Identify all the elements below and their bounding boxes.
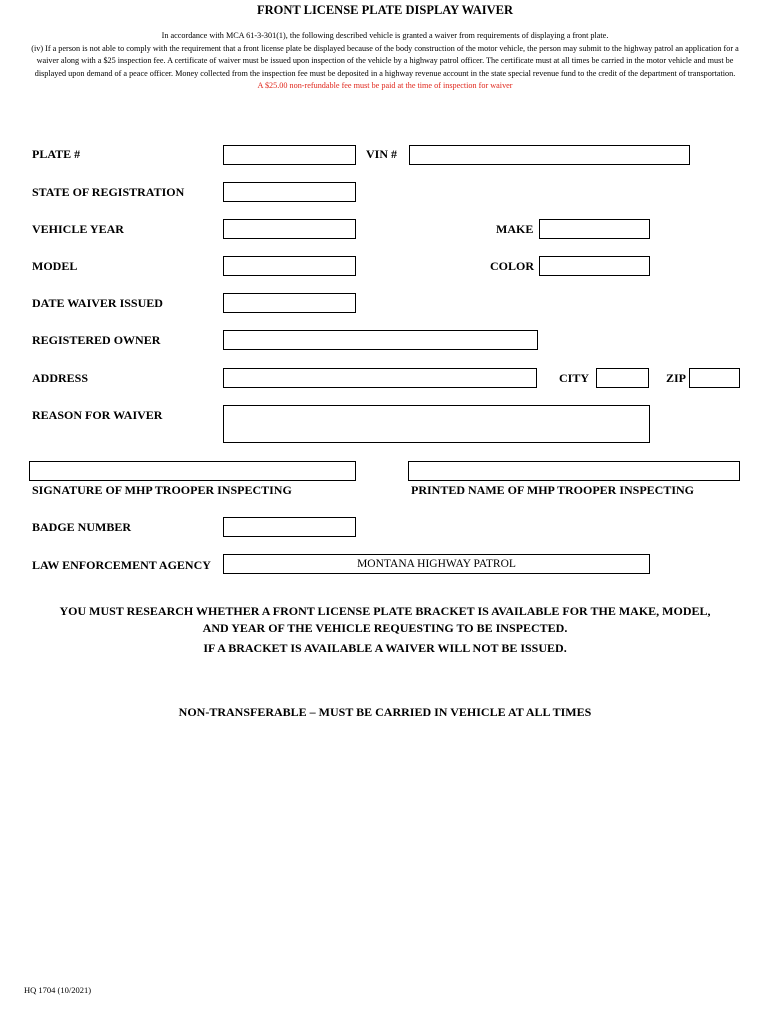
vehicle-year-label: VEHICLE YEAR <box>32 222 124 236</box>
city-field[interactable] <box>596 368 649 388</box>
reason-input[interactable] <box>224 406 649 442</box>
agency-label: LAW ENFORCEMENT AGENCY <box>32 558 211 572</box>
bracket-notice-line-3: IF A BRACKET IS AVAILABLE A WAIVER WILL NOT BE ISSUED. <box>203 641 567 655</box>
address-field[interactable] <box>223 368 537 388</box>
state-label: STATE OF REGISTRATION <box>32 185 185 199</box>
address-label: ADDRESS <box>32 371 89 385</box>
zip-input[interactable] <box>690 370 739 388</box>
address-input[interactable] <box>224 370 536 388</box>
model-input[interactable] <box>224 258 355 276</box>
agency-field[interactable]: MONTANA HIGHWAY PATROL <box>223 554 650 574</box>
signature-input[interactable] <box>30 463 355 481</box>
form-title: FRONT LICENSE PLATE DISPLAY WAIVER <box>256 3 514 17</box>
date-waiver-field[interactable] <box>223 293 356 313</box>
signature-field[interactable] <box>29 461 356 481</box>
badge-input[interactable] <box>224 519 355 537</box>
printed-name-label: PRINTED NAME OF MHP TROOPER INSPECTING <box>411 483 695 497</box>
zip-field[interactable] <box>689 368 740 388</box>
color-input[interactable] <box>540 258 649 276</box>
color-label: COLOR <box>490 259 535 273</box>
intro-line-2: (iv) If a person is not able to comply with the requirement that a front license plate be displayed because of the body construction of the motor vehicle, the person may submit to the highway patrol an application for a waiver along with a $25 inspection fee. A certificate of waiver must be issued upon inspection of the vehicle by a highway patrol officer. The certificate must at all times be carried in the motor vehicle and must be displayed upon demand of a peace officer. Money collected from the inspection fee must be deposited in a highway revenue account in the state special revenue fund to the credit of the department of transportation. <box>31 43 739 78</box>
model-label: MODEL <box>32 259 78 273</box>
badge-label: BADGE NUMBER <box>32 520 132 534</box>
bracket-notice-line-2: AND YEAR OF THE VEHICLE REQUESTING TO BE INSPECTED. <box>202 621 568 635</box>
fee-note: A $25.00 non-refundable fee must be paid at the time of inspection for waiver <box>257 81 513 91</box>
bracket-notice-line-1: YOU MUST RESEARCH WHETHER A FRONT LICENSE PLATE BRACKET IS AVAILABLE FOR THE MAKE, MODEL, <box>59 604 711 618</box>
printed-name-field[interactable] <box>408 461 740 481</box>
signature-label: SIGNATURE OF MHP TROOPER INSPECTING <box>32 483 292 497</box>
intro-line-1: In accordance with MCA 61-3-301(1), the following described vehicle is granted a waiver from requirements of displaying a front plate. <box>161 31 609 40</box>
reason-field[interactable] <box>223 405 650 443</box>
plate-label: PLATE # <box>32 147 81 161</box>
badge-field[interactable] <box>223 517 356 537</box>
plate-field[interactable] <box>223 145 356 165</box>
vehicle-year-field[interactable] <box>223 219 356 239</box>
city-label: CITY <box>559 371 590 385</box>
owner-input[interactable] <box>224 332 537 350</box>
reason-label: REASON FOR WAIVER <box>32 408 163 422</box>
date-waiver-label: DATE WAIVER ISSUED <box>32 296 163 310</box>
plate-input[interactable] <box>224 147 355 165</box>
make-field[interactable] <box>539 219 650 239</box>
state-field[interactable] <box>223 182 356 202</box>
vin-label: VIN # <box>366 147 398 161</box>
owner-field[interactable] <box>223 330 538 350</box>
non-transferable-notice: NON-TRANSFERABLE – MUST BE CARRIED IN VEHICLE AT ALL TIMES <box>178 705 592 719</box>
make-label: MAKE <box>496 222 534 236</box>
printed-name-input[interactable] <box>409 463 739 481</box>
zip-label: ZIP <box>666 371 687 385</box>
model-field[interactable] <box>223 256 356 276</box>
state-input[interactable] <box>224 184 355 202</box>
form-number: HQ 1704 (10/2021) <box>24 985 92 995</box>
vehicle-year-input[interactable] <box>224 221 355 239</box>
color-field[interactable] <box>539 256 650 276</box>
vin-input[interactable] <box>410 147 689 165</box>
make-input[interactable] <box>540 221 649 239</box>
city-input[interactable] <box>597 370 648 388</box>
vin-field[interactable] <box>409 145 690 165</box>
intro-text <box>22 30 748 93</box>
owner-label: REGISTERED OWNER <box>32 333 161 347</box>
date-waiver-input[interactable] <box>224 295 355 313</box>
